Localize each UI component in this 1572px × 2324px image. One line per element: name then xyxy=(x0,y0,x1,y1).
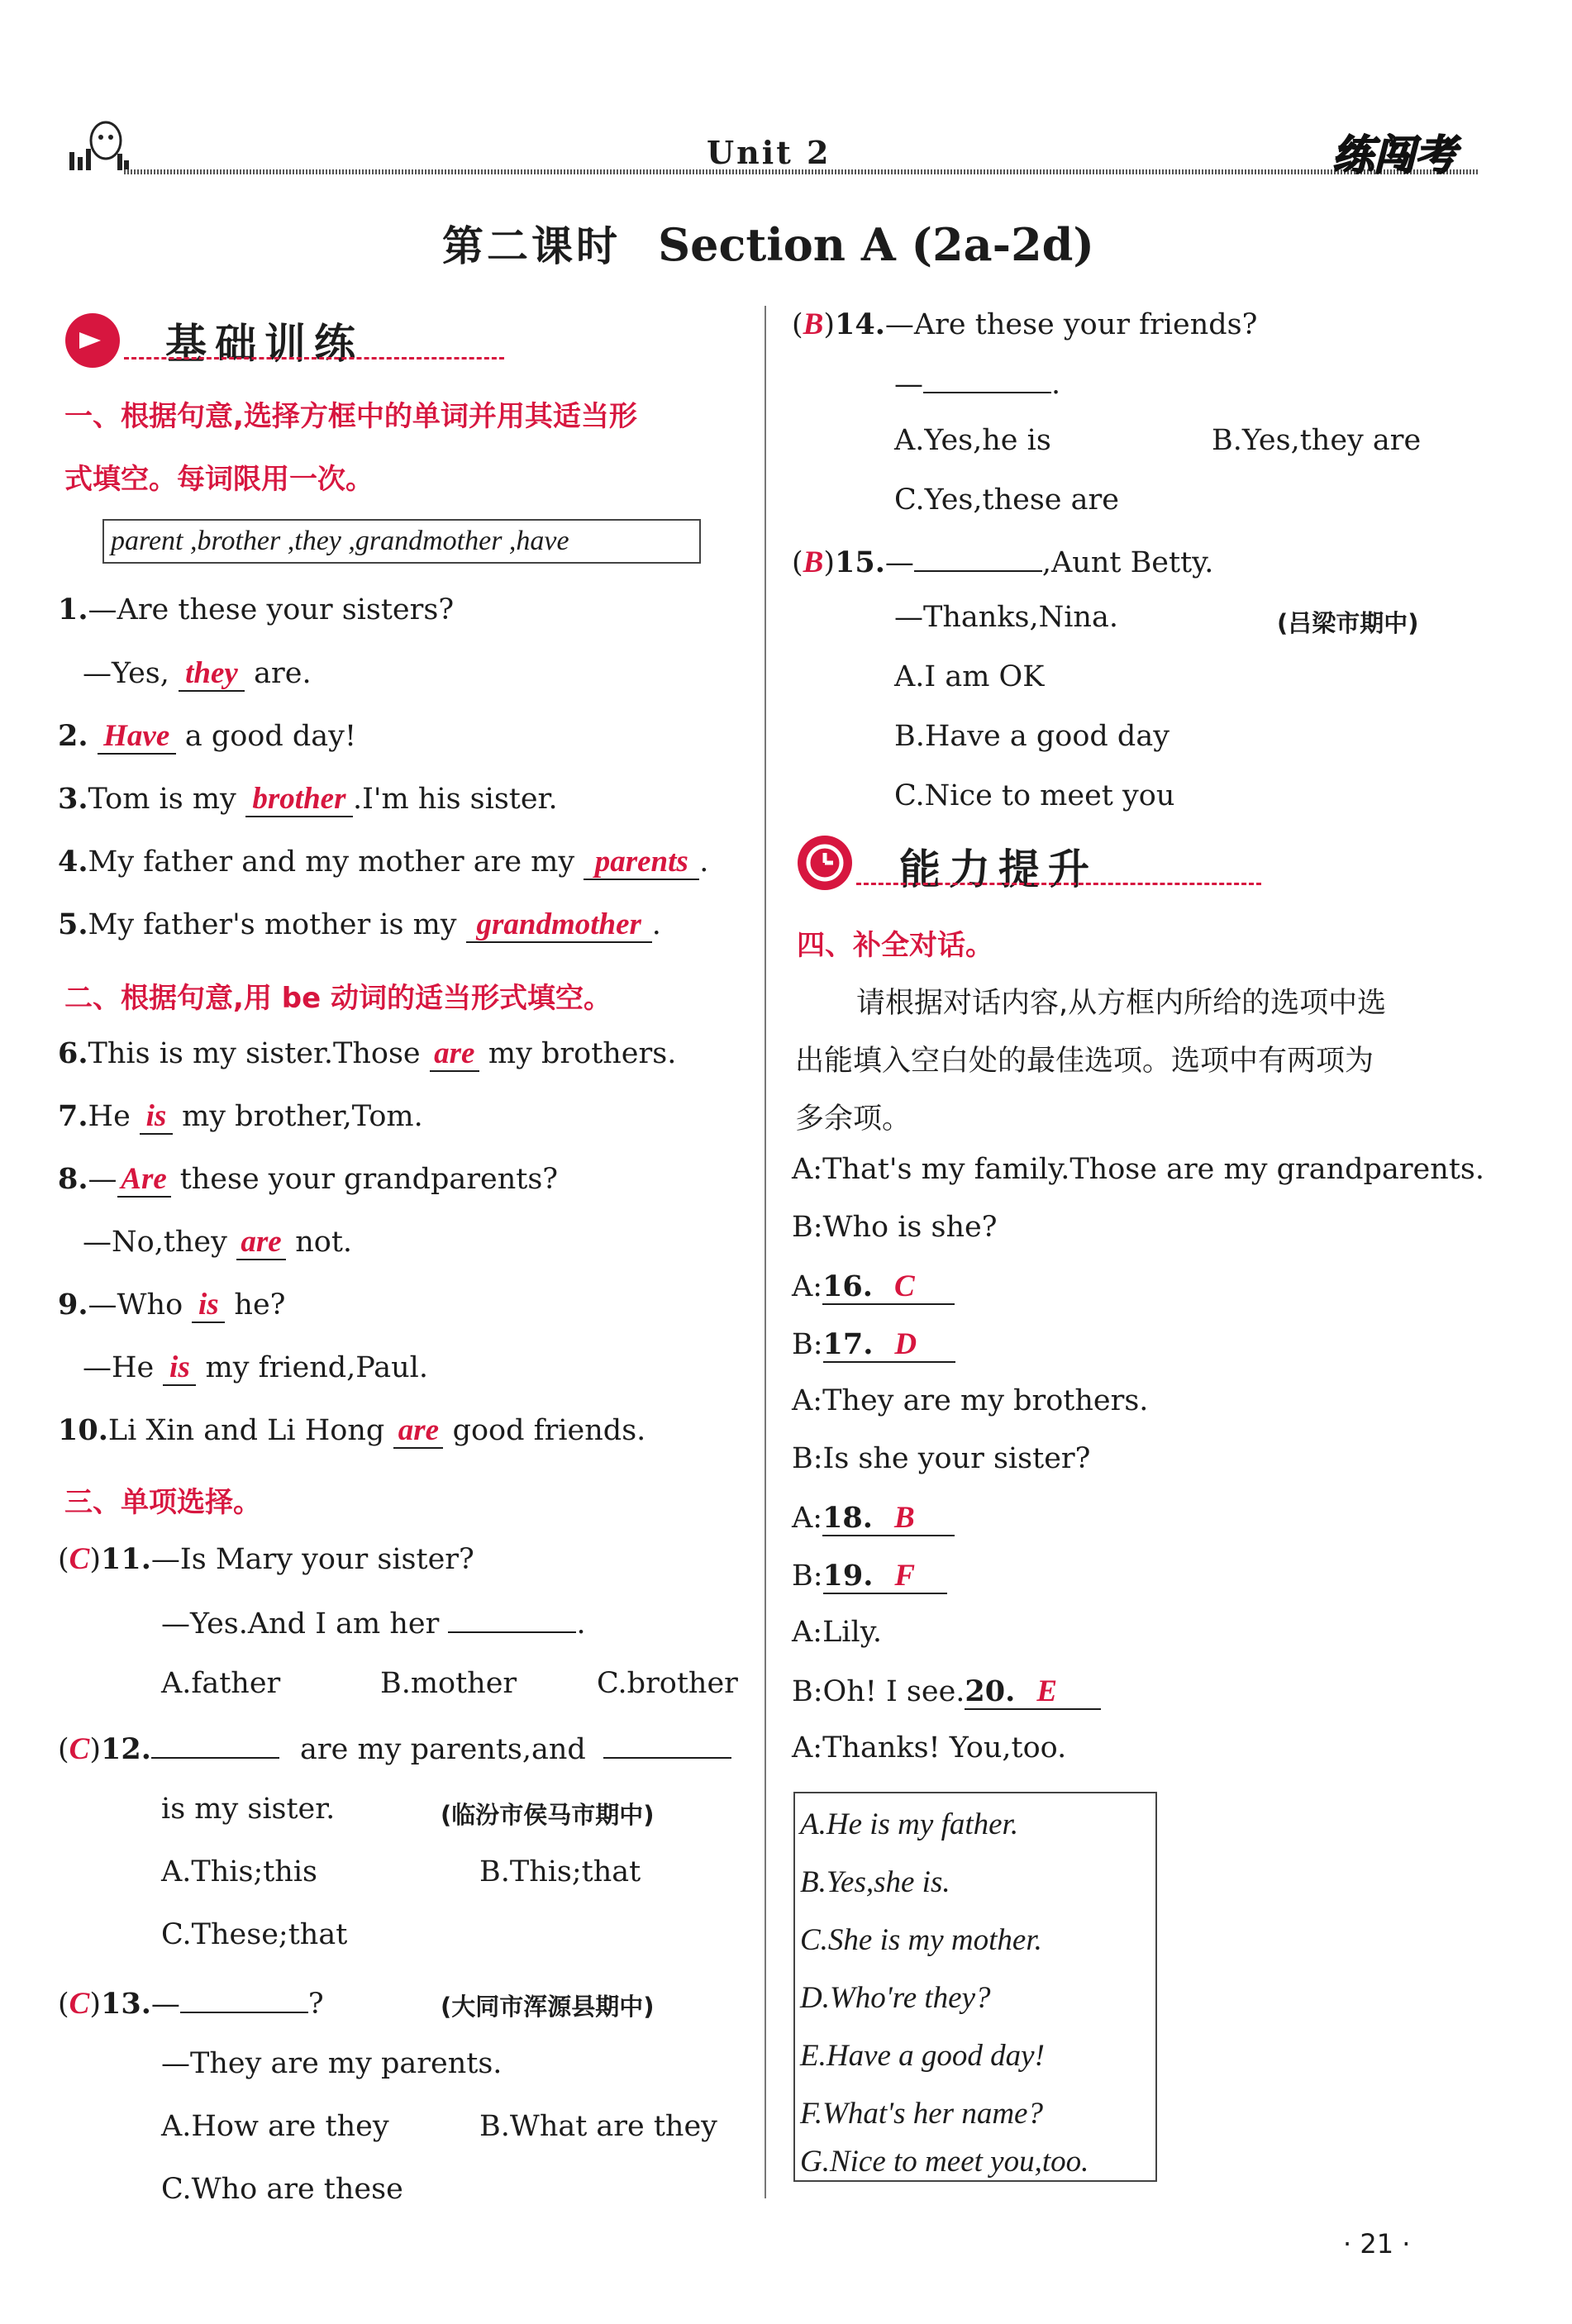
q13-answer: C xyxy=(69,1987,90,2021)
q7-post: my brother,Tom. xyxy=(182,1100,423,1133)
q14-answer: B xyxy=(803,307,824,341)
lesson-label: 第二课时 xyxy=(442,222,621,270)
q13-blank xyxy=(180,1987,308,2013)
q10-post: good friends. xyxy=(452,1414,646,1447)
q12-line2: is my sister. xyxy=(161,1793,336,1826)
q13-option-b: B.What are they xyxy=(479,2110,717,2143)
q11-blank xyxy=(448,1607,576,1633)
q9-pre: —Who xyxy=(88,1288,183,1322)
part1-instruction-line1: 一、根据句意,选择方框中的单词并用其适当形 xyxy=(64,400,637,433)
q15-option-c: C.Nice to meet you xyxy=(894,779,1175,812)
q9-number: 9. xyxy=(58,1288,88,1322)
section-label: Section A (2a-2d) xyxy=(658,218,1094,271)
q8-b-answer: are xyxy=(236,1226,286,1260)
q8-pre: — xyxy=(88,1163,117,1196)
dialogue-blank-18 xyxy=(822,1503,955,1536)
part3-instruction: 三、单项选择。 xyxy=(64,1486,261,1519)
word-box-text: parent ,brother ,they ,grandmother ,have xyxy=(111,526,569,556)
dialogue-number-18: 18. xyxy=(822,1501,873,1535)
q12-open: ( xyxy=(58,1733,69,1766)
dialogue-line-11: A:Thanks! You,too. xyxy=(792,1731,1067,1764)
q4-answer: parents xyxy=(584,846,699,880)
q14-line2-pre: — xyxy=(894,368,923,401)
q4-line xyxy=(58,846,708,880)
dialogue-speaker-18: A: xyxy=(792,1502,823,1535)
q12-source: (临汾市侯马市期中) xyxy=(441,1801,655,1829)
q9-b-answer: is xyxy=(163,1352,196,1386)
dialogue-blank-16 xyxy=(822,1271,955,1305)
q13-option-c: C.Who are these xyxy=(161,2173,403,2206)
q5-pre: My father's mother is my xyxy=(88,908,457,941)
options-box xyxy=(793,1792,1157,2182)
q14-line1 xyxy=(792,309,1257,340)
q11-end: . xyxy=(576,1607,586,1641)
q14-option-a: A.Yes,he is xyxy=(894,424,1051,457)
q11-answer: C xyxy=(69,1542,90,1576)
dialogue-line-8 xyxy=(792,1560,947,1594)
q5-post: . xyxy=(651,908,661,941)
q12-blank-1 xyxy=(151,1732,279,1759)
dialogue-l10-pre: B:Oh! I see. xyxy=(792,1675,965,1708)
q5-number: 5. xyxy=(58,907,88,941)
q7-answer: is xyxy=(140,1101,173,1135)
option-d: D.Who're they? xyxy=(800,1981,991,2015)
dialogue-number-17: 17. xyxy=(822,1327,874,1361)
q14-blank xyxy=(923,367,1051,393)
part4-instruction: 四、补全对话。 xyxy=(797,929,993,962)
q13-open: ( xyxy=(58,1988,69,2021)
q12-close: ) xyxy=(89,1733,101,1766)
q15-option-a: A.I am OK xyxy=(894,660,1045,693)
q8-answer: Are xyxy=(117,1164,171,1198)
q3-line xyxy=(58,783,558,817)
q8-number: 8. xyxy=(58,1162,88,1196)
q11-stem: —Is Mary your sister? xyxy=(150,1543,474,1576)
q14-open: ( xyxy=(792,308,803,341)
q12-option-a: A.This;this xyxy=(161,1855,317,1888)
q6-number: 6. xyxy=(58,1036,88,1070)
dialogue-instruction-line1: 请根据对话内容,从方框内所给的选项中选 xyxy=(856,987,1387,1020)
q15-post: ,Aunt Betty. xyxy=(1041,546,1214,579)
q3-number: 3. xyxy=(58,782,88,816)
q9-post: he? xyxy=(234,1288,286,1322)
q13-option-a: A.How are they xyxy=(161,2110,389,2143)
q12-mid: are my parents,and xyxy=(300,1733,586,1766)
dialogue-blank-17 xyxy=(823,1329,955,1363)
q5-answer: grandmother xyxy=(466,909,652,943)
q15-line2: —Thanks,Nina. xyxy=(894,601,1118,634)
dialogue-number-20: 20. xyxy=(965,1674,1016,1708)
dialogue-line-5: A:They are my brothers. xyxy=(792,1384,1149,1417)
q13-number: 13. xyxy=(101,1987,151,2021)
q1-answer-suffix: are. xyxy=(254,657,312,690)
q9-b-post: my friend,Paul. xyxy=(205,1351,428,1384)
q11-option-c: C.brother xyxy=(597,1667,738,1700)
q2-text: a good day! xyxy=(184,720,357,753)
q14-end: . xyxy=(1051,368,1061,401)
q13-pre: — xyxy=(150,1988,180,2021)
q8-line1 xyxy=(58,1164,558,1198)
q13-end: ? xyxy=(307,1988,324,2021)
q1-question: —Are these your sisters? xyxy=(88,593,455,626)
dialogue-line-6: B:Is she your sister? xyxy=(792,1442,1091,1475)
q2-number: 2. xyxy=(58,719,88,753)
q15-line1 xyxy=(792,545,1213,578)
basic-training-heading: 基础训练 xyxy=(165,320,364,368)
dialogue-line-1: A:That's my family.Those are my grandparents. xyxy=(792,1153,1484,1186)
part2-instruction: 二、根据句意,用 be 动词的适当形式填空。 xyxy=(64,982,612,1015)
q13-source: (大同市浑源县期中) xyxy=(441,1993,655,2021)
q11-line1 xyxy=(58,1544,474,1574)
dialogue-answer-17: D xyxy=(894,1327,917,1361)
q3-pre: Tom is my xyxy=(88,783,236,816)
q8-line2 xyxy=(83,1226,352,1260)
q15-option-b: B.Have a good day xyxy=(894,720,1169,753)
q2-line xyxy=(58,721,356,755)
q11-line2-text: —Yes.And I am her xyxy=(161,1607,440,1641)
dialogue-line-4 xyxy=(792,1329,955,1363)
q12-blank-2 xyxy=(603,1732,731,1759)
part1-instruction-line2: 式填空。每词限用一次。 xyxy=(64,463,374,496)
q3-answer: brother xyxy=(245,783,353,817)
q4-number: 4. xyxy=(58,845,88,879)
dialogue-answer-16: C xyxy=(893,1269,915,1303)
dialogue-line-10 xyxy=(792,1676,1101,1710)
q15-close: ) xyxy=(823,546,835,579)
option-b: B.Yes,she is. xyxy=(800,1865,950,1899)
header-brand-logo: 练闯考 xyxy=(1332,131,1456,179)
q12-answer: C xyxy=(69,1732,90,1766)
q12-option-c: C.These;that xyxy=(161,1918,348,1951)
dialogue-answer-18: B xyxy=(893,1501,915,1535)
q12-option-b: B.This;that xyxy=(479,1855,641,1888)
dialogue-instruction-line2: 出能填入空白处的最佳选项。选项中有两项为 xyxy=(795,1045,1374,1078)
q15-pre: — xyxy=(884,546,914,579)
q8-b-pre: —No,they xyxy=(83,1226,227,1259)
q12-number: 12. xyxy=(101,1732,151,1766)
q13-line2: —They are my parents. xyxy=(161,2047,503,2080)
dialogue-speaker-17: B: xyxy=(792,1328,823,1361)
q14-option-b: B.Yes,they are xyxy=(1212,424,1422,457)
q4-post: . xyxy=(699,845,709,879)
q6-line xyxy=(58,1038,676,1072)
dialogue-answer-20: E xyxy=(1036,1674,1057,1708)
q8-post: these your grandparents? xyxy=(179,1163,559,1196)
q14-stem: —Are these your friends? xyxy=(884,308,1258,341)
dialogue-blank-19 xyxy=(823,1560,947,1594)
option-g: G.Nice to meet you,too. xyxy=(800,2145,1089,2179)
dialogue-line-7 xyxy=(792,1503,955,1536)
q9-answer: is xyxy=(192,1289,225,1323)
q3-post: .I'm his sister. xyxy=(352,783,558,816)
dialogue-speaker-19: B: xyxy=(792,1560,823,1593)
option-a: A.He is my father. xyxy=(800,1807,1019,1841)
q6-answer: are xyxy=(430,1038,479,1072)
advanced-training-heading: 能力提升 xyxy=(899,845,1098,893)
column-divider xyxy=(765,306,766,2198)
q14-number: 14. xyxy=(835,307,885,341)
option-f: F.What's her name? xyxy=(800,2097,1043,2131)
q10-number: 10. xyxy=(58,1413,108,1447)
q15-blank xyxy=(914,545,1042,572)
q1-number: 1. xyxy=(58,593,88,626)
q10-line xyxy=(58,1415,645,1449)
q9-b-pre: —He xyxy=(83,1351,155,1384)
q6-post: my brothers. xyxy=(488,1037,677,1070)
q10-pre: Li Xin and Li Hong xyxy=(107,1414,385,1447)
q14-close: ) xyxy=(823,308,835,341)
q4-pre: My father and my mother are my xyxy=(88,845,575,879)
q9-line2 xyxy=(83,1352,428,1386)
q2-answer: Have xyxy=(98,721,176,755)
q11-close: ) xyxy=(89,1543,101,1576)
dialogue-answer-19: F xyxy=(894,1559,916,1593)
q11-line2 xyxy=(161,1607,586,1639)
word-box xyxy=(102,519,701,564)
q1-answer: they xyxy=(179,658,245,692)
advanced-training-underline xyxy=(856,883,1261,885)
q8-b-post: not. xyxy=(295,1226,353,1259)
basic-training-underline xyxy=(124,357,504,360)
option-e: E.Have a good day! xyxy=(800,2039,1045,2073)
q7-pre: He xyxy=(88,1100,131,1133)
dialogue-number-16: 16. xyxy=(822,1269,873,1303)
basic-training-icon xyxy=(63,311,122,370)
dialogue-speaker-16: A: xyxy=(792,1270,823,1303)
q13-line1 xyxy=(58,1987,324,2019)
dialogue-instruction-line3: 多余项。 xyxy=(795,1102,912,1136)
q11-option-a: A.father xyxy=(161,1667,281,1700)
q1-answer-prefix: —Yes, xyxy=(83,657,169,690)
q1-line1 xyxy=(58,595,454,625)
header-unit: Unit 2 xyxy=(707,134,831,171)
q9-line1 xyxy=(58,1289,285,1323)
q13-close: ) xyxy=(89,1988,101,2021)
dialogue-number-19: 19. xyxy=(822,1559,874,1593)
q10-answer: are xyxy=(393,1415,443,1449)
dialogue-line-2: B:Who is she? xyxy=(792,1211,998,1244)
q6-pre: This is my sister.Those xyxy=(88,1037,421,1070)
q14-line2 xyxy=(894,367,1060,399)
q12-line1 xyxy=(58,1732,731,1764)
page-number: · 21 · xyxy=(1343,2228,1411,2260)
lesson-title xyxy=(442,213,1094,273)
q7-line xyxy=(58,1101,423,1135)
q5-line xyxy=(58,909,661,943)
q15-number: 15. xyxy=(835,545,885,579)
q15-answer: B xyxy=(803,545,824,579)
dialogue-blank-20 xyxy=(965,1676,1101,1710)
advanced-training-icon xyxy=(795,833,855,893)
q11-option-b: B.mother xyxy=(380,1667,517,1700)
q11-open: ( xyxy=(58,1543,69,1576)
q15-open: ( xyxy=(792,546,803,579)
q15-source: (吕梁市期中) xyxy=(1277,609,1419,637)
dialogue-line-3 xyxy=(792,1271,955,1305)
q7-number: 7. xyxy=(58,1099,88,1133)
q1-line2 xyxy=(83,658,312,692)
q14-option-c: C.Yes,these are xyxy=(894,483,1119,517)
q11-number: 11. xyxy=(101,1542,151,1576)
option-c: C.She is my mother. xyxy=(800,1923,1042,1957)
header-mascot-icon xyxy=(66,116,132,172)
dialogue-line-9: A:Lily. xyxy=(792,1616,882,1649)
